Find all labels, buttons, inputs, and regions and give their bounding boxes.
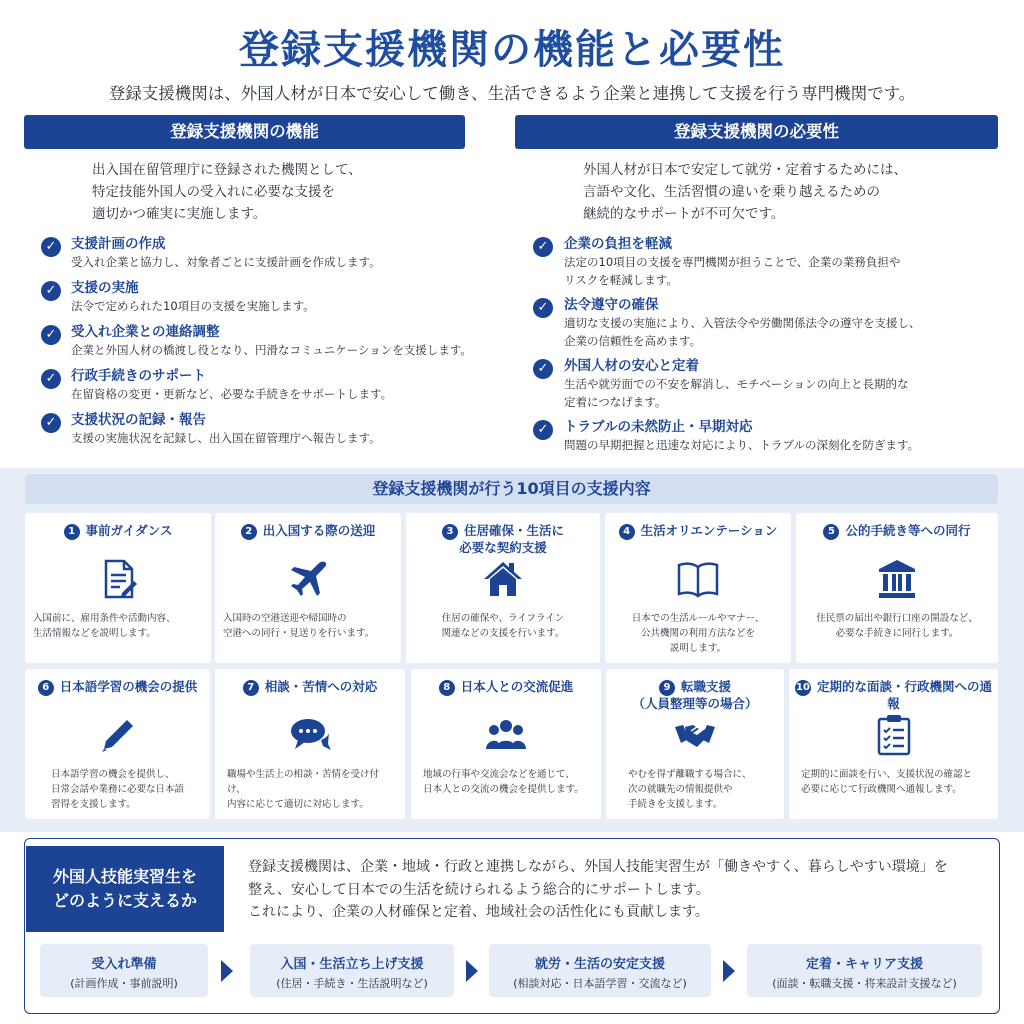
- step-subtitle: (面談・転職支援・将来設計支援など): [772, 977, 957, 990]
- function-panel-intro: 出入国在留管理庁に登録された機関として、 特定技能外国人の受入れに必要な支援を 適切かつ確実に実施します。: [92, 162, 362, 222]
- support-card-desc: 入国時の空港送迎や帰国時の 空港への同行・見送りを行います。: [223, 613, 375, 639]
- support-section-heading: 登録支援機関が行う10項目の支援内容: [25, 474, 998, 504]
- page-subtitle: 登録支援機関は、外国人材が日本で安心して働き、生活できるよう企業と連携して支援を行う専門機関です。: [108, 84, 916, 103]
- summary-label: 外国人技能実習生を どのように支えるか: [26, 846, 224, 932]
- support-card: [606, 669, 784, 819]
- support-card-title-text: 事前ガイダンス: [85, 523, 173, 538]
- number-badge: 6: [38, 680, 54, 696]
- step-title: 就労・生活の安定支援: [534, 957, 665, 972]
- check-icon: ✓: [41, 325, 61, 345]
- support-card: [215, 669, 405, 819]
- necessity-panel-heading: 登録支援機関の必要性: [515, 115, 998, 149]
- necessity-item-title: トラブルの未然防止・早期対応: [564, 419, 753, 435]
- step-subtitle: (住居・手続き・生活説明など): [276, 977, 428, 990]
- check-icon: ✓: [41, 281, 61, 301]
- necessity-item-desc: 問題の早期把握と迅速な対応により、トラブルの深刻化を防ぎます。: [564, 438, 920, 452]
- check-icon: ✓: [533, 237, 553, 257]
- support-card-title-text: 住居確保・生活に 必要な契約支援: [459, 523, 564, 555]
- necessity-item: [515, 418, 999, 454]
- house-icon: [481, 557, 525, 601]
- support-card: [796, 513, 998, 663]
- function-panel: [24, 115, 492, 463]
- function-item: [24, 323, 492, 359]
- check-icon: ✓: [533, 359, 553, 379]
- function-item-title: 支援計画の作成: [71, 236, 166, 252]
- chat-bubbles-icon: [288, 713, 332, 757]
- check-icon: ✓: [41, 413, 61, 433]
- arrow-right-icon: [466, 960, 478, 982]
- function-item-desc: 在留資格の変更・更新など、必要な手続きをサポートします。: [71, 387, 393, 401]
- number-badge: 1: [64, 524, 80, 540]
- necessity-item: [515, 357, 999, 411]
- step-box: [747, 944, 982, 997]
- support-card-desc: 地域の行事や交流会などを通じて、 日本人との交流の機会を提供します。: [423, 769, 584, 795]
- number-badge: 4: [619, 524, 635, 540]
- support-card: [215, 513, 401, 663]
- support-card: [25, 669, 210, 819]
- check-icon: ✓: [41, 369, 61, 389]
- support-card-title-text: 定期的な面談・行政機関への通報: [816, 679, 992, 711]
- support-card-title: [411, 679, 601, 696]
- function-item: [24, 411, 492, 447]
- support-card-title: [406, 523, 600, 556]
- arrow-right-icon: [723, 960, 735, 982]
- check-icon: ✓: [533, 298, 553, 318]
- necessity-panel-intro: 外国人材が日本で安定して就労・定着するためには、 言語や文化、生活習慣の違いを乗り越えるための 継続的なサポートが不可欠です。: [583, 162, 907, 222]
- support-card-title-text: 公的手続き等への同行: [845, 523, 971, 538]
- number-badge: 9: [659, 680, 675, 696]
- function-item-desc: 企業と外国人材の橋渡し役となり、円滑なコミュニケーションを支援します。: [71, 343, 472, 357]
- support-card-desc: 職場や生活上の相談・苦情を受け付け、 内容に応じて適切に対応します。: [227, 769, 380, 810]
- pencil-icon: [96, 713, 140, 757]
- step-box: [40, 944, 208, 997]
- support-card: [411, 669, 601, 819]
- function-item-title: 支援の実施: [71, 280, 139, 296]
- step-box: [489, 944, 711, 997]
- necessity-item-desc: 生活や就労面での不安を解消し、モチベーションの向上と長期的な 定着につなげます。: [564, 377, 909, 409]
- necessity-item-desc: 適切な支援の実施により、入管法令や労働関係法令の遵守を支援し、 企業の信頼性を高めます。: [564, 316, 921, 348]
- support-card-title-text: 相談・苦情への対応: [264, 679, 378, 694]
- arrow-right-icon: [221, 960, 233, 982]
- support-card-desc: 住民票の届出や銀行口座の開設など、 必要な手続きに同行します。: [816, 613, 978, 639]
- necessity-panel: [515, 115, 999, 463]
- necessity-item-title: 外国人材の安心と定着: [564, 358, 699, 374]
- step-title: 定着・キャリア支援: [805, 957, 923, 972]
- page-title: 登録支援機関の機能と必要性: [239, 27, 785, 73]
- support-card-title: [796, 523, 998, 540]
- necessity-item-title: 企業の負担を軽減: [564, 236, 672, 252]
- step-title: 入国・生活立ち上げ支援: [280, 957, 424, 972]
- people-group-icon: [484, 713, 528, 757]
- support-card-title: [605, 523, 791, 540]
- handshake-icon: [673, 713, 717, 757]
- number-badge: 10: [795, 680, 811, 696]
- support-card-title: [25, 523, 211, 540]
- function-item-desc: 法令で定められた10項目の支援を実施します。: [71, 299, 315, 313]
- number-badge: 3: [442, 524, 458, 540]
- support-card: [789, 669, 998, 819]
- support-card-title-text: 出入国する際の送迎: [262, 523, 376, 538]
- number-badge: 5: [823, 524, 839, 540]
- support-card-title: [25, 679, 210, 696]
- support-card-title: [215, 679, 405, 696]
- document-icon: [96, 557, 140, 601]
- support-card-desc: 日本での生活ルールやマナー、 公共機関の利用方法などを 説明します。: [631, 613, 765, 654]
- support-card-title-text: 転職支援 （人員整理等の場合）: [632, 679, 758, 711]
- function-item-title: 受入れ企業との連絡調整: [71, 324, 220, 340]
- number-badge: 7: [243, 680, 259, 696]
- function-item: [24, 367, 492, 403]
- support-card-title: [789, 679, 998, 712]
- support-card-desc: 定期的に面談を行い、支援状況の確認と 必要に応じて行政機関へ通報します。: [801, 769, 973, 795]
- necessity-item-title: 法令遵守の確保: [564, 297, 659, 313]
- number-badge: 8: [439, 680, 455, 696]
- necessity-item-desc: 法定の10項目の支援を専門機関が担うことで、企業の業務負担や リスクを軽減します。: [564, 255, 901, 287]
- function-item: [24, 279, 492, 315]
- airplane-icon: [286, 557, 330, 601]
- support-card-desc: 住居の確保や、ライフライン 関連などの支援を行います。: [441, 613, 565, 639]
- necessity-item: [515, 296, 999, 350]
- support-card: [605, 513, 791, 663]
- function-item-desc: 受入れ企業と協力し、対象者ごとに支援計画を作成します。: [71, 255, 381, 269]
- step-subtitle: (相談対応・日本語学習・交流など): [513, 977, 687, 990]
- support-card-desc: 日本語学習の機会を提供し、 日常会話や業務に必要な日本語 習得を支援します。: [51, 769, 185, 810]
- check-icon: ✓: [41, 237, 61, 257]
- government-building-icon: [875, 557, 919, 601]
- support-card-desc: やむを得ず離職する場合に、 次の就職先の情報提供や 手続きを支援します。: [628, 769, 752, 810]
- function-panel-heading: 登録支援機関の機能: [24, 115, 465, 149]
- check-icon: ✓: [533, 420, 553, 440]
- step-title: 受入れ準備: [91, 957, 157, 972]
- function-item: [24, 235, 492, 271]
- number-badge: 2: [241, 524, 257, 540]
- book-icon: [676, 557, 720, 601]
- support-card-desc: 入国前に、雇用条件や活動内容、 生活情報などを説明します。: [33, 613, 176, 639]
- support-card: [25, 513, 211, 663]
- support-card: [406, 513, 600, 663]
- clipboard-checklist-icon: [872, 713, 916, 757]
- necessity-item: [515, 235, 999, 289]
- function-item-title: 支援状況の記録・報告: [71, 412, 206, 428]
- support-card-title-text: 日本語学習の機会の提供: [59, 679, 198, 694]
- support-card-title: [215, 523, 401, 540]
- function-item-desc: 支援の実施状況を記録し、出入国在留管理庁へ報告します。: [71, 431, 381, 445]
- summary-text: 登録支援機関は、企業・地域・行政と連携しながら、外国人技能実習生が「働きやすく、暮らしやすい環境」を 整え、安心して日本での生活を続けられるよう総合的にサポートします。 これにより、企業の人材確保と定着、地域社会の活性化にも貢献します。: [248, 859, 948, 920]
- support-card-title-text: 日本人との交流促進: [460, 679, 574, 694]
- function-item-title: 行政手続きのサポート: [71, 368, 206, 384]
- support-card-title: [606, 679, 784, 712]
- step-subtitle: (計画作成・事前説明): [70, 977, 178, 990]
- support-card-title-text: 生活オリエンテーション: [640, 523, 778, 538]
- step-box: [250, 944, 454, 997]
